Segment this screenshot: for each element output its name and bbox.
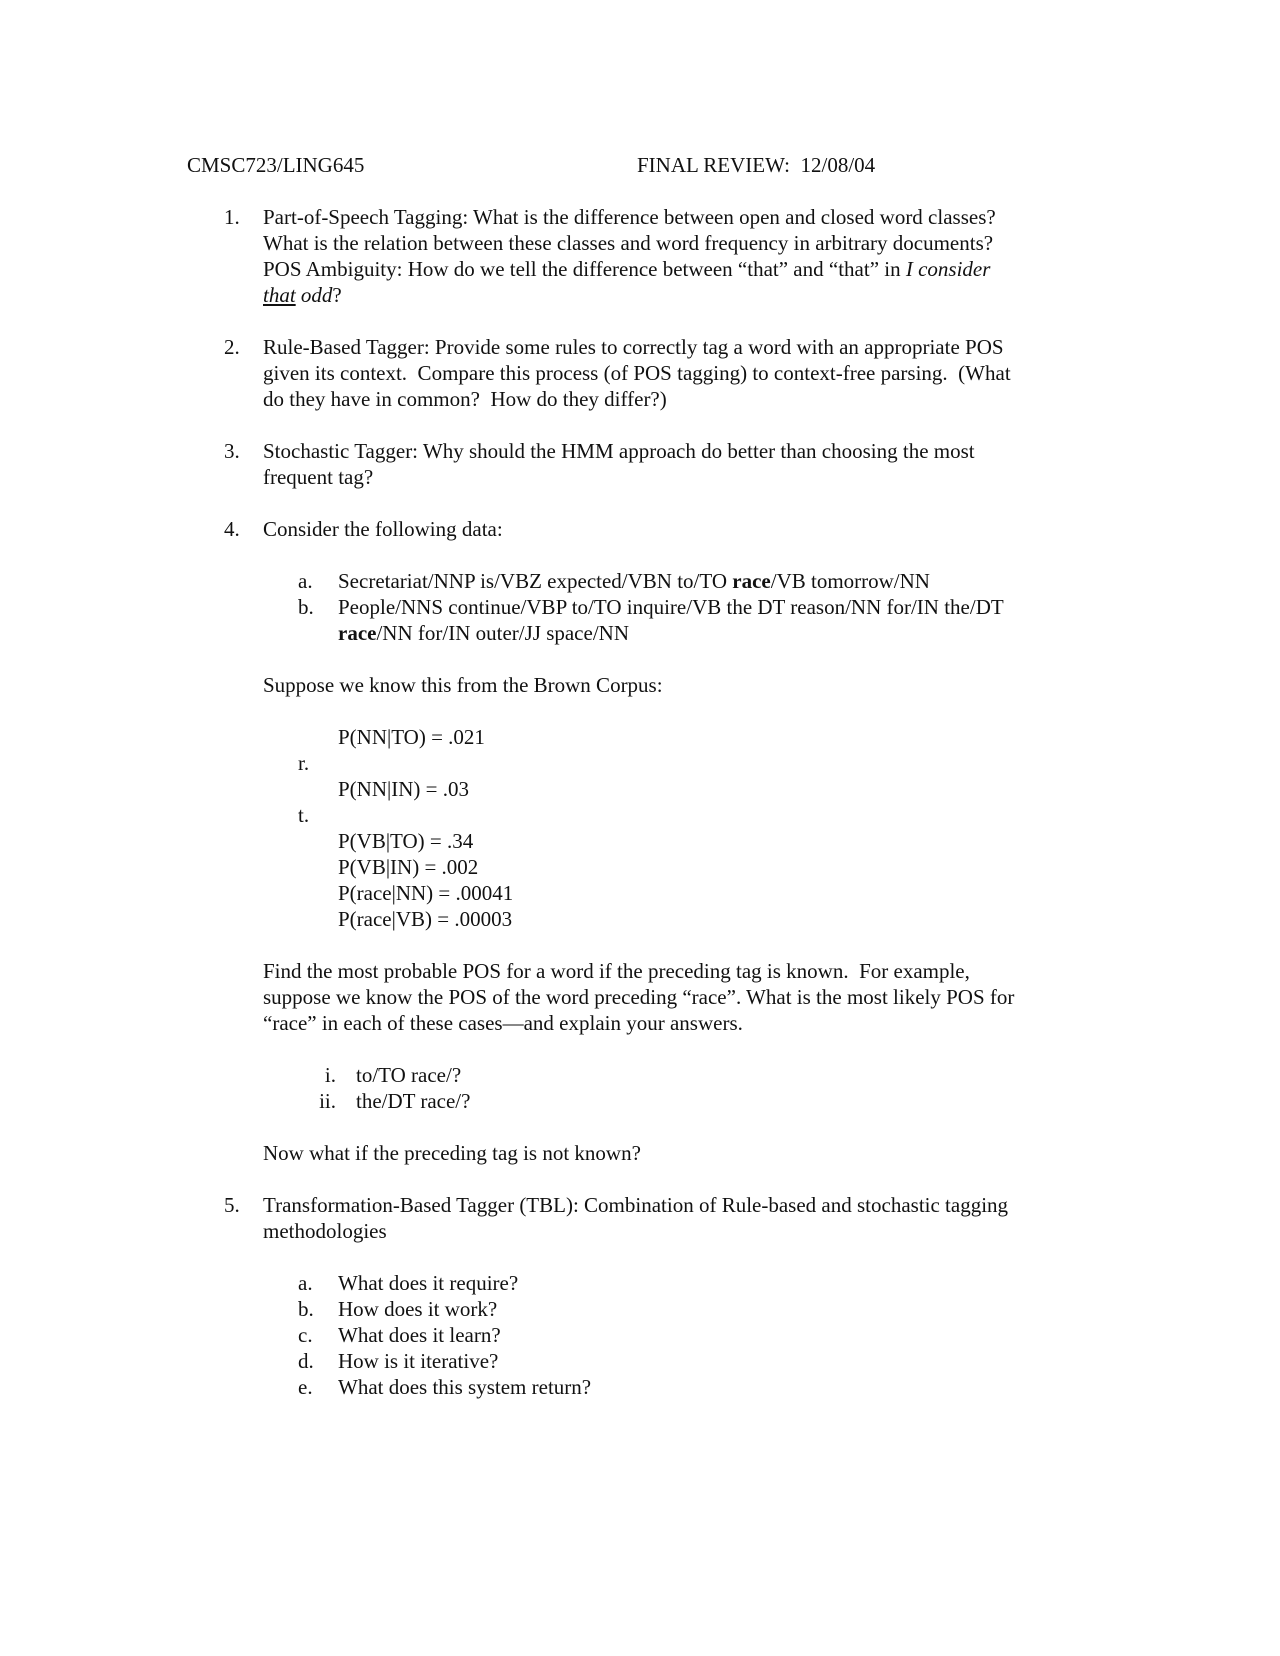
question-line: Part-of-Speech Tagging: What is the difference between open and closed word classes? [263,205,996,229]
subquestion-text: How does it work? [338,1297,498,1321]
question-line: Suppose we know this from the Brown Corpus: [263,673,663,697]
question-line: Now what if the preceding tag is not known? [263,1141,641,1165]
question-line: Find the most probable POS for a word if the preceding tag is known. For example, [263,959,970,983]
question-line: Consider the following data: [263,517,503,541]
probability-line: P(race|VB) = .00003 [338,907,513,931]
probability-line: P(VB|IN) = .002 [338,855,479,879]
subquestion-text: What does it require? [338,1271,519,1295]
question-number: 4. [224,517,240,541]
stray-label: t. [298,803,310,827]
tagged-sentence-b [338,620,629,646]
sentence-label-b: b. [298,595,314,619]
italic-phrase: odd [295,283,333,307]
question-number: 3. [224,439,240,463]
italic-phrase: I consider [905,257,991,281]
tagged-sentence-b: People/NNS continue/VBP to/TO inquire/VB the DT reason/NN for/IN the/DT [338,595,1004,619]
sentence-text: Secretariat/NNP is/VBZ expected/VBN to/TO [338,569,733,593]
question-line: given its context. Compare this process (of POS tagging) to context-free parsing. (What [263,361,1011,385]
subquestion-label: b. [298,1297,314,1321]
bold-word: race [338,621,377,645]
sentence-text: /NN for/IN outer/JJ space/NN [376,621,629,645]
sentence-label-a: a. [298,569,313,593]
question-line: Transformation-Based Tagger (TBL): Combination of Rule-based and stochastic tagging [263,1193,1009,1217]
question-text: POS Ambiguity: How do we tell the difference between “that” and “that” in [263,257,906,281]
question-number: 2. [224,335,240,359]
question-line: Stochastic Tagger: Why should the HMM approach do better than choosing the most [263,439,975,463]
question-line: frequent tag? [263,465,374,489]
question-line: suppose we know the POS of the word preceding “race”. What is the most likely POS for [263,985,1015,1009]
underlined-word: that [263,283,296,307]
question-line: Rule-Based Tagger: Provide some rules to correctly tag a word with an appropriate POS [263,335,1004,359]
question-number: 1. [224,205,240,229]
probability-line: P(NN|TO) = .021 [338,725,485,749]
question-line [263,282,342,308]
subquestion-text: What does this system return? [338,1375,592,1399]
sentence-text: /VB tomorrow/NN [770,569,930,593]
subquestion-label: c. [298,1323,313,1347]
question-line: methodologies [263,1219,387,1243]
review-title: FINAL REVIEW: 12/08/04 [637,153,876,177]
question-number: 5. [224,1193,240,1217]
subquestion-text: What does it learn? [338,1323,501,1347]
question-line [263,256,990,282]
probability-line: P(VB|TO) = .34 [338,829,474,853]
case-label-ii: ii. [319,1089,336,1113]
case-text-i: to/TO race/? [356,1063,462,1087]
question-line: do they have in common? How do they differ?) [263,387,667,411]
bold-word: race [732,569,771,593]
subquestion-label: d. [298,1349,314,1373]
subquestion-label: e. [298,1375,313,1399]
question-text: ? [332,283,342,307]
question-line: What is the relation between these classes and word frequency in arbitrary documents? [263,231,994,255]
page-header [187,152,1087,178]
case-label-i: i. [324,1063,336,1087]
case-text-ii: the/DT race/? [356,1089,471,1113]
probability-line: P(race|NN) = .00041 [338,881,514,905]
question-line: “race” in each of these cases—and explain your answers. [263,1011,743,1035]
stray-label: r. [298,751,310,775]
course-code: CMSC723/LING645 [187,153,365,177]
subquestion-label: a. [298,1271,313,1295]
subquestion-text: How is it iterative? [338,1349,499,1373]
tagged-sentence-a [338,568,930,594]
probability-line: P(NN|IN) = .03 [338,777,469,801]
